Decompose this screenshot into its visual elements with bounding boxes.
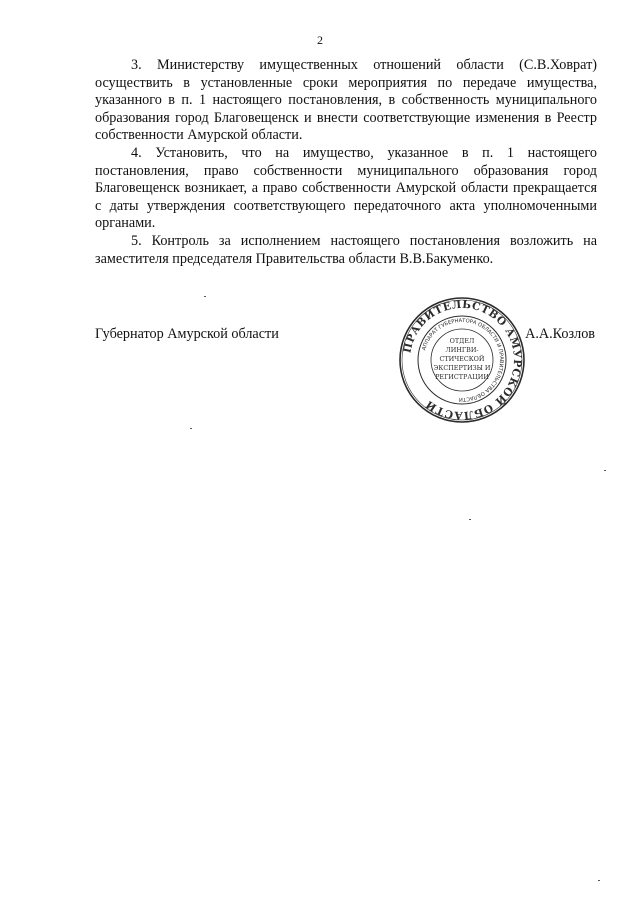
seal-center-line-4: ЭКСПЕРТИЗЫ И <box>433 364 491 372</box>
signer-name: А.А.Козлов <box>525 326 595 342</box>
paragraph-3: 3. Министерству имущественных отношений области (С.В.Ховрат) осуществить в установленные сроки мероприятия по передаче имущества, указанного в п. 1 настоящего постановления, в собственность муниципального образования город Благовещенск и внести соответствующие изменения в Реестр собственности Амурской области. <box>95 57 597 144</box>
page-number: 2 <box>317 33 323 47</box>
seal-center-line-5: РЕГИСТРАЦИИ <box>435 373 489 381</box>
signer-title: Губернатор Амурской области <box>95 326 279 342</box>
official-seal <box>398 296 526 424</box>
seal-outer-text: ПРАВИТЕЛЬСТВО АМУРСКОЙ ОБЛАСТИ <box>401 298 524 422</box>
scan-speck <box>190 428 192 429</box>
seal-middle-text: АППАРАТ ГУБЕРНАТОРА ОБЛАСТИ И ПРАВИТЕЛЬСТВА ОБЛАСТИ <box>421 317 505 403</box>
scan-speck <box>604 470 606 471</box>
seal-center-line-1: ОТДЕЛ <box>449 337 475 345</box>
scan-speck <box>469 519 471 520</box>
scan-speck <box>204 296 206 297</box>
seal-center-line-3: СТИЧЕСКОЙ <box>439 355 485 363</box>
scan-speck <box>598 880 600 881</box>
document-body <box>95 57 597 268</box>
seal-center-line-2: ЛИНГВИ- <box>445 346 479 354</box>
paragraph-5: 5. Контроль за исполнением настоящего постановления возложить на заместителя председателя Правительства области В.В.Бакуменко. <box>95 232 597 267</box>
paragraph-4: 4. Установить, что на имущество, указанное в п. 1 настоящего постановления, право собственности муниципального образования город Благовещенск возникает, а право собственности Амурской области прекращается с даты утверждения соответствующего передаточного акта уполномоченными органами. <box>95 144 597 232</box>
